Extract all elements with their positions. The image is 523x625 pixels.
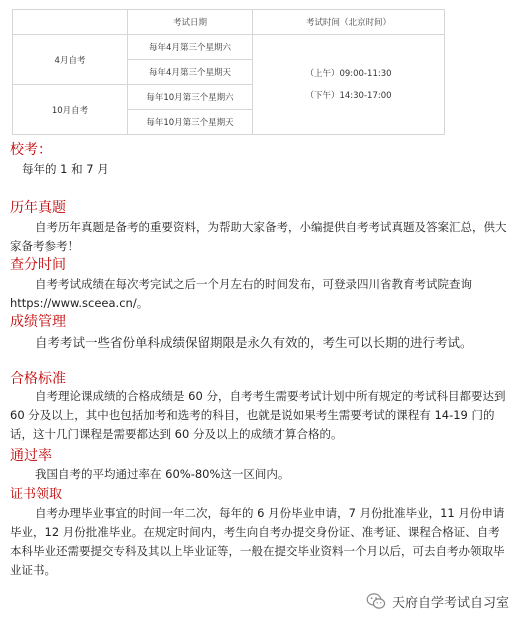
paragraph: 自考考试成绩在每次考完试之后一个月左右的时间发布，可登录四川省教育考试院查询https://www.sceea.cn/。: [10, 277, 472, 310]
exam-session-october: 10月自考: [13, 85, 128, 135]
exam-date-cell: 每年10月第三个星期天: [128, 110, 253, 135]
paragraph: 自考历年真题是备考的重要资料，为帮助大家备考，小编提供自考考试真题及答案汇总，供大家备考参考！: [10, 220, 507, 253]
section-body-school-exam: [22, 160, 510, 179]
paragraph: 自考办理毕业事宜的时间一年二次，每年的 6 月份毕业申请，7 月份批准毕业，11 月份申请毕业，12 月份批准毕业。在规定时间内，考生向自考办提交身份证、准考证、课程合格证、自考本科毕业还需要提交专科及其以上毕业证等，一般在提交毕业资料一个月以后，可去自考办领取毕业证书。: [10, 506, 505, 577]
section-title-pass-standard: 合格标准: [10, 371, 66, 387]
paragraph: 自考理论课成绩的合格成绩是 60 分，自考考生需要考试计划中所有规定的考试科目都要达到 60 分及以上，其中也包括加考和选考的科目，也就是说如果考生需要考试的课程有 14-19 门的话，这十几门课程是需要都达到 60 分及以上的成绩才算合格的。: [10, 389, 506, 441]
section-body-past-papers: [10, 218, 510, 256]
exam-date-cell: 每年4月第三个星期六: [128, 35, 253, 60]
exam-schedule-table: [12, 9, 445, 135]
exam-time-morning: （上午）09:00-11:30: [305, 68, 392, 79]
section-title-certificate: 证书领取: [10, 487, 63, 502]
paragraph: 我国自考的平均通过率在 60%-80%这一区间内。: [35, 467, 290, 481]
section-body-score-query: [10, 275, 510, 313]
exam-date-cell: 每年10月第三个星期六: [128, 85, 253, 110]
section-title-pass-rate: 通过率: [10, 448, 52, 464]
table-header-empty: [13, 10, 128, 35]
table-header-row: [13, 10, 445, 35]
section-title-school-exam: 校考：: [10, 142, 52, 158]
section-title-score-query: 查分时间: [10, 257, 66, 273]
section-body-pass-standard: [10, 387, 510, 444]
exam-session-april: 4月自考: [13, 35, 128, 85]
table-header-date: 考试日期: [128, 10, 253, 35]
watermark-text: 天府自学考试自习室: [391, 595, 509, 611]
section-body-certificate: [10, 504, 510, 580]
wechat-icon: [366, 591, 386, 611]
table-header-time: 考试时间（北京时间）: [253, 10, 445, 35]
exam-date-cell: 每年4月第三个星期天: [128, 60, 253, 85]
section-body-score-management: [10, 333, 510, 353]
exam-time-afternoon: （下午）14:30-17:00: [305, 90, 392, 101]
watermark: [366, 590, 509, 612]
table-row: [13, 35, 445, 60]
paragraph: 自考考试一些省份单科成绩保留期限是永久有效的，考生可以长期的进行考试。: [35, 335, 473, 350]
paragraph: 每年的 1 和 7 月: [22, 162, 109, 176]
section-body-pass-rate: [10, 465, 510, 484]
section-title-past-papers: 历年真题: [10, 200, 66, 216]
exam-time-cell: [253, 35, 445, 135]
section-title-score-management: 成绩管理: [10, 314, 66, 330]
